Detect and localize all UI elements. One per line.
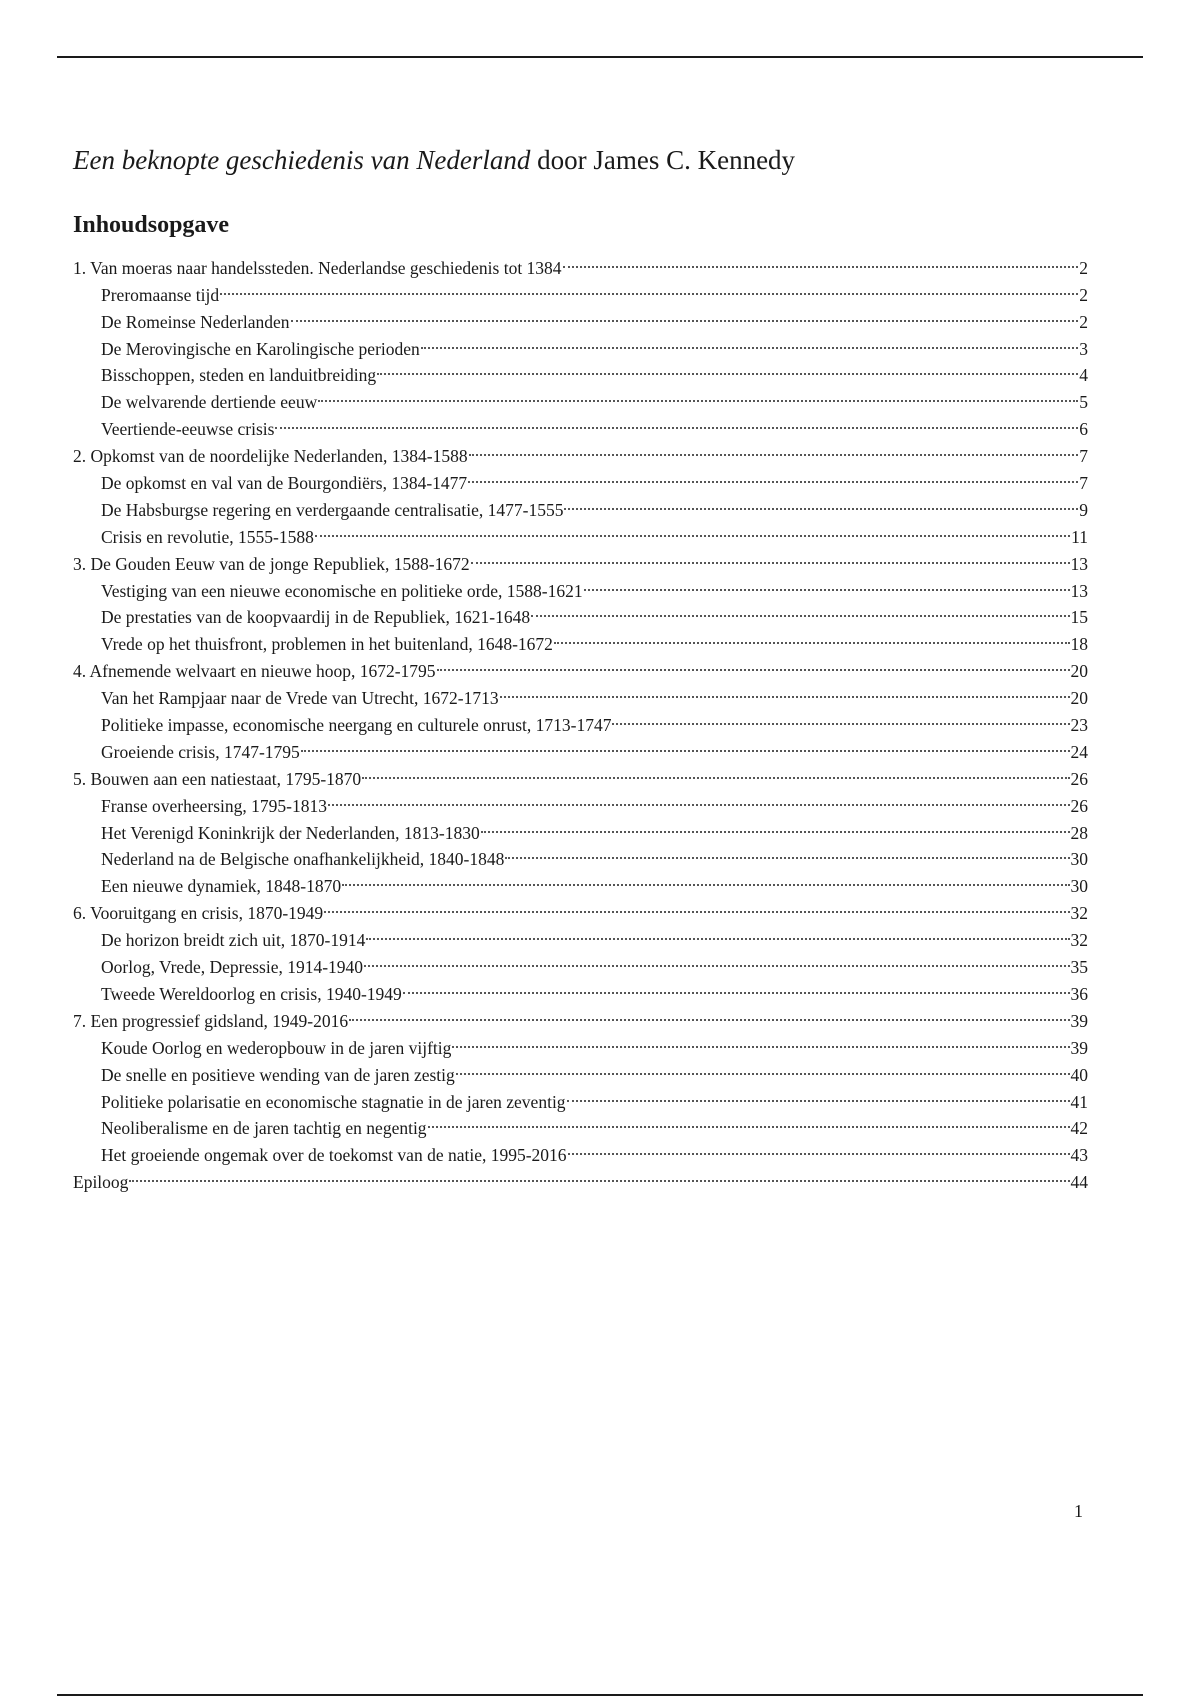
toc-entry-page: 44 [1070, 1172, 1088, 1193]
toc-entry-title: De opkomst en val van de Bourgondiërs, 1384-1477 [101, 473, 468, 494]
toc-entry-title: Politieke impasse, economische neergang en culturele onrust, 1713-1747 [101, 715, 612, 736]
toc-entry-title: Nederland na de Belgische onafhankelijkheid, 1840-1848 [101, 849, 505, 870]
toc-dot-leader [468, 462, 1078, 489]
toc-dot-leader [505, 839, 1069, 866]
toc-entry-page: 2 [1079, 284, 1088, 305]
toc-entry-page: 2 [1079, 257, 1088, 278]
toc-section-entry[interactable] [73, 274, 1088, 305]
toc-entry-page: 7 [1079, 473, 1088, 494]
toc-dot-leader [364, 946, 1069, 973]
toc-entry-title: Franse overheersing, 1795-1813 [101, 795, 327, 816]
toc-entry-title: Vestiging van een nieuwe economische en politieke orde, 1588-1621 [101, 580, 583, 601]
toc-dot-leader [301, 731, 1070, 758]
toc-entry-page: 23 [1070, 715, 1088, 736]
toc-dot-leader [428, 1108, 1070, 1135]
toc-entry-page: 39 [1070, 1010, 1088, 1031]
toc-dot-leader [554, 623, 1070, 650]
toc-entry-page: 18 [1070, 634, 1088, 655]
toc-entry-title: De horizon breidt zich uit, 1870-1914 [101, 930, 366, 951]
toc-entry-title: De Romeinse Nederlanden [101, 311, 290, 332]
toc-dot-leader [456, 1054, 1070, 1081]
toc-entry-page: 5 [1079, 392, 1088, 413]
toc-entry-page: 40 [1070, 1064, 1088, 1085]
toc-entry-page: 13 [1070, 553, 1088, 574]
toc-entry-title: Politieke polarisatie en economische stagnatie in de jaren zeventig [101, 1091, 566, 1112]
toc-entry-page: 3 [1079, 338, 1088, 359]
toc-dot-leader [567, 1081, 1070, 1108]
toc-entry-page: 20 [1070, 688, 1088, 709]
toc-entry-title: 7. Een progressief gidsland, 1949-2016 [73, 1010, 349, 1031]
page-number: 1 [1074, 1501, 1083, 1521]
toc-entry-title: Van het Rampjaar naar de Vrede van Utrecht, 1672-1713 [101, 688, 499, 709]
toc-entry-page: 20 [1070, 661, 1088, 682]
toc-entry-title: Oorlog, Vrede, Depressie, 1914-1940 [101, 957, 364, 978]
toc-section-entry[interactable] [73, 301, 1088, 332]
toc-entry-title: Preromaanse tijd [101, 284, 220, 305]
toc-dot-leader [324, 892, 1069, 919]
toc-entry-page: 43 [1070, 1145, 1088, 1166]
toc-entry-title: Het Verenigd Koninkrijk der Nederlanden, 1813-1830 [101, 822, 480, 843]
toc-entry-page: 30 [1070, 876, 1088, 897]
toc-dot-leader [129, 1161, 1069, 1188]
toc-entry-page: 7 [1079, 446, 1088, 467]
toc-entry-page: 36 [1070, 983, 1088, 1004]
toc-entry-page: 11 [1071, 526, 1088, 547]
toc-entry-page: 30 [1070, 849, 1088, 870]
toc-entry-page: 39 [1070, 1037, 1088, 1058]
toc-entry-title: Neoliberalisme en de jaren tachtig en negentig [101, 1118, 427, 1139]
toc-entry-title: Het groeiende ongemak over de toekomst van de natie, 1995-2016 [101, 1145, 567, 1166]
toc-entry-page: 24 [1070, 741, 1088, 762]
toc-entry-page: 13 [1070, 580, 1088, 601]
toc-entry-page: 2 [1079, 311, 1088, 332]
toc-entry-title: Crisis en revolutie, 1555-1588 [101, 526, 314, 547]
toc-entry-title: De Merovingische en Karolingische perioden [101, 338, 420, 359]
toc-dot-leader [328, 785, 1070, 812]
toc-dot-leader [421, 328, 1078, 355]
toc-entry-page: 26 [1070, 768, 1088, 789]
toc-entry-title: Koude Oorlog en wederopbouw in de jaren vijftig [101, 1037, 452, 1058]
toc-dot-leader [469, 435, 1079, 462]
toc-entry-page: 4 [1079, 365, 1088, 386]
footer-rule [57, 1694, 1143, 1696]
toc-entry-page: 6 [1079, 419, 1088, 440]
toc-entry-title: Veertiende-eeuwse crisis [101, 419, 275, 440]
toc-entry-title: 2. Opkomst van de noordelijke Nederlanden, 1384-1588 [73, 446, 468, 467]
toc-dot-leader [437, 650, 1070, 677]
toc-entry-page: 28 [1070, 822, 1088, 843]
toc-heading: Inhoudsopgave [73, 212, 230, 238]
toc-entry-title: 3. De Gouden Eeuw van de jonge Republiek, 1588-1672 [73, 553, 470, 574]
page-content [73, 143, 1088, 1193]
toc-entry-page: 15 [1070, 607, 1088, 628]
toc-entry-title: De welvarende dertiende eeuw [101, 392, 318, 413]
toc-dot-leader [366, 919, 1069, 946]
toc-entry-title: Een nieuwe dynamiek, 1848-1870 [101, 876, 342, 897]
toc-dot-leader [568, 1134, 1070, 1161]
toc-dot-leader [275, 408, 1078, 435]
toc-dot-leader [500, 677, 1070, 704]
document-title-author: door James C. Kennedy [530, 145, 796, 175]
document-title-italic: Een beknopte geschiedenis van Nederland [73, 145, 531, 175]
header-rule [57, 56, 1143, 58]
toc-entry-title: De snelle en positieve wending van de jaren zestig [101, 1064, 455, 1085]
toc-entry-title: De prestaties van de koopvaardij in de Republiek, 1621-1648 [101, 607, 531, 628]
toc-dot-leader [531, 597, 1069, 624]
table-of-contents [73, 247, 1088, 1193]
toc-entry-title: Bisschoppen, steden en landuitbreiding [101, 365, 377, 386]
toc-chapter-entry[interactable] [73, 247, 1088, 278]
toc-entry-page: 26 [1070, 795, 1088, 816]
toc-dot-leader [612, 704, 1069, 731]
toc-entry-title: 5. Bouwen aan een natiestaat, 1795-1870 [73, 768, 362, 789]
toc-dot-leader [315, 516, 1070, 543]
toc-entry-page: 9 [1079, 499, 1088, 520]
toc-dot-leader [471, 543, 1070, 570]
toc-dot-leader [318, 381, 1078, 408]
toc-entry-title: Tweede Wereldoorlog en crisis, 1940-1949 [101, 983, 402, 1004]
toc-dot-leader [291, 301, 1079, 328]
toc-entry-page: 32 [1070, 930, 1088, 951]
toc-dot-leader [452, 1027, 1069, 1054]
toc-entry-title: 4. Afnemende welvaart en nieuwe hoop, 1672-1795 [73, 661, 436, 682]
toc-dot-leader [403, 973, 1070, 1000]
toc-entry-page: 41 [1070, 1091, 1088, 1112]
toc-dot-leader [362, 758, 1069, 785]
toc-entry-title: De Habsburgse regering en verdergaande centralisatie, 1477-1555 [101, 499, 564, 520]
toc-dot-leader [564, 489, 1078, 516]
toc-dot-leader [349, 1000, 1069, 1027]
toc-entry-page: 32 [1070, 903, 1088, 924]
toc-dot-leader [342, 865, 1069, 892]
toc-entry-page: 35 [1070, 957, 1088, 978]
toc-entry-title: Epiloog [73, 1172, 129, 1193]
toc-dot-leader [481, 812, 1070, 839]
toc-entry-title: 6. Vooruitgang en crisis, 1870-1949 [73, 903, 324, 924]
toc-dot-leader [377, 355, 1078, 382]
toc-dot-leader [584, 570, 1070, 597]
toc-entry-title: 1. Van moeras naar handelssteden. Nederlandse geschiedenis tot 1384 [73, 257, 562, 278]
toc-entry-title: Groeiende crisis, 1747-1795 [101, 741, 300, 762]
toc-dot-leader [220, 274, 1078, 301]
toc-entry-title: Vrede op het thuisfront, problemen in het buitenland, 1648-1672 [101, 634, 553, 655]
document-title [73, 143, 1088, 177]
toc-dot-leader [563, 247, 1079, 274]
toc-chapter-entry[interactable] [73, 1161, 1088, 1193]
toc-entry-page: 42 [1070, 1118, 1088, 1139]
